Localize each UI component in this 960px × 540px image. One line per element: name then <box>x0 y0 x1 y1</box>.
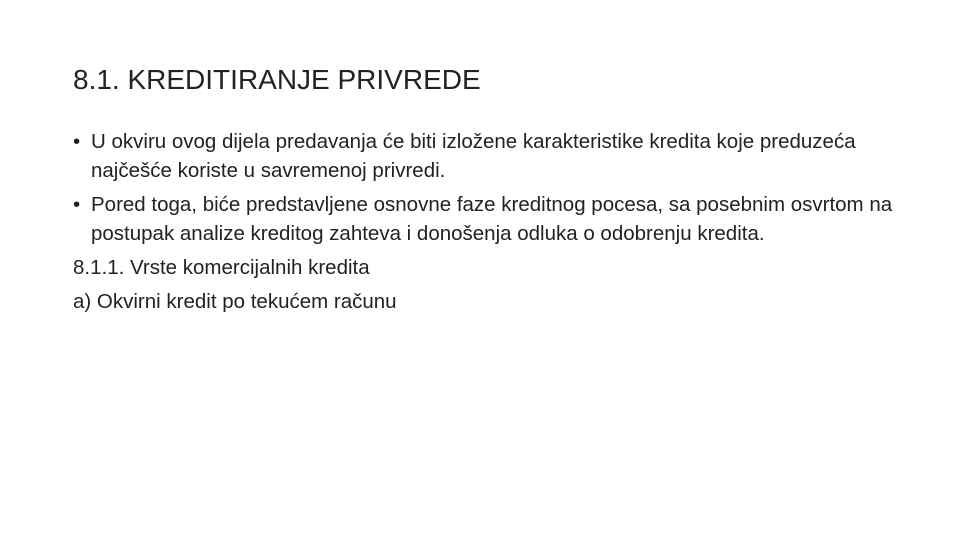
slide-body <box>73 127 893 321</box>
section-heading: 8.1.1. Vrste komercijalnih kredita <box>73 256 370 279</box>
bullet-text: Pored toga, biće predstavljene osnovne faze kreditnog pocesa, sa posebnim osvrtom na postupak analize kreditog zahteva i donošenja odluka o odobrenju kredita. <box>91 193 893 245</box>
bullet-item <box>73 190 893 248</box>
slide-title: 8.1. KREDITIRANJE PRIVREDE <box>73 64 481 95</box>
subsection-heading: a) Okvirni kredit po tekućem računu <box>73 290 397 313</box>
bullet-item <box>73 127 893 185</box>
bullet-text: U okviru ovog dijela predavanja će biti izložene karakteristike kredita koje preduzeća najčešće koriste u savremenoj privredi. <box>91 130 856 182</box>
bullet-marker: • <box>73 193 81 216</box>
bullet-marker: • <box>73 130 81 153</box>
